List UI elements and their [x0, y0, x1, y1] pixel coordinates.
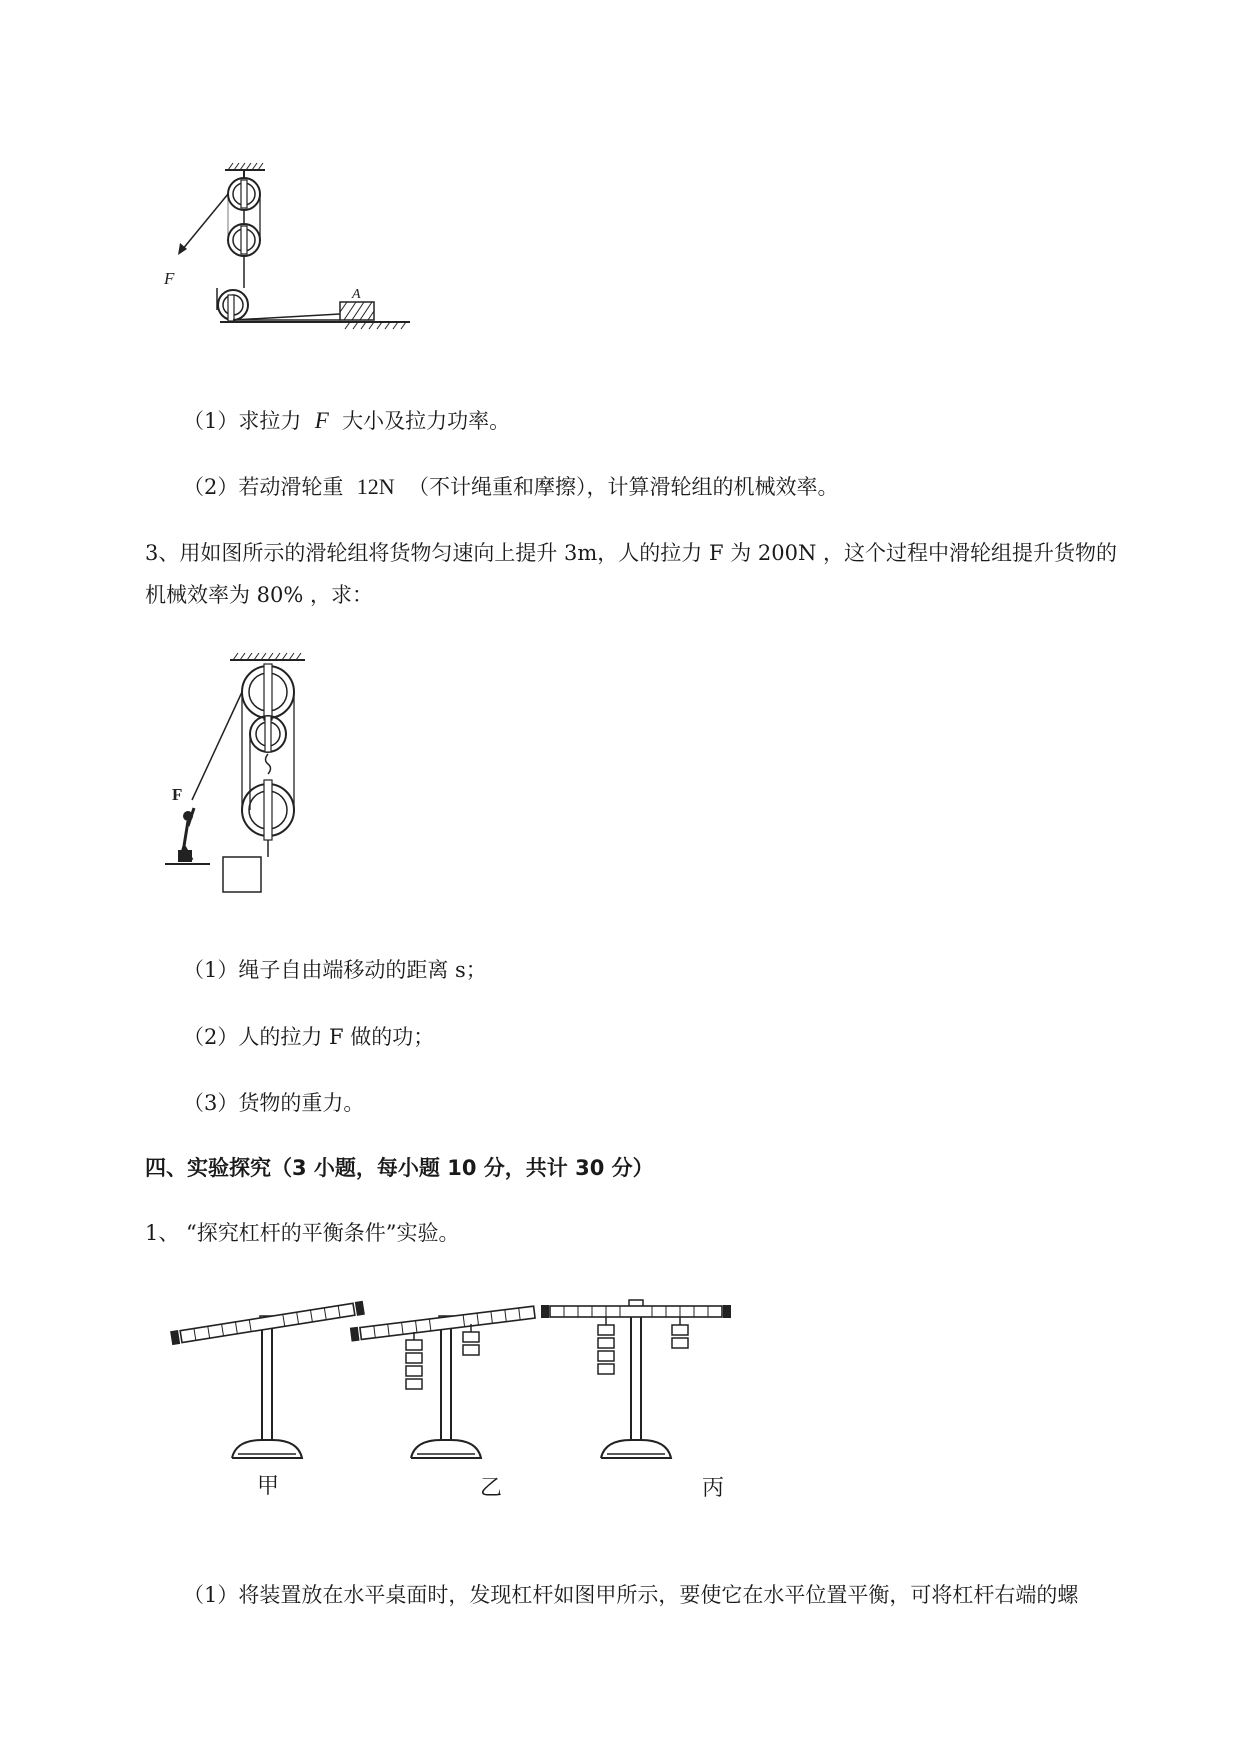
lever-yi	[350, 1305, 535, 1458]
force-label-f: F	[172, 785, 183, 804]
lever-jia	[170, 1301, 365, 1458]
force-label-f: F	[164, 269, 175, 288]
p3-line2: 机械效率为 80% ，求：	[145, 583, 374, 607]
p3-line1: 3、用如图所示的滑轮组将货物匀速向上提升 3m，人的拉力 F 为 200N ，这个过程中滑轮组提升货物的	[145, 541, 1118, 565]
lever-figures	[170, 1290, 820, 1490]
caption-jia: 甲	[257, 1474, 280, 1499]
p2-sub2-value: 12N	[356, 474, 395, 499]
p2-sub1-text-b: 大小及拉力功率。	[342, 409, 511, 433]
section-heading: 四、实验探究（3 小题，每小题 10 分，共计 30 分）	[145, 1156, 654, 1180]
exp1-title: 1、 “探究杠杆的平衡条件”实验。	[145, 1221, 460, 1245]
p2-sub1-text-a: 求拉力	[238, 409, 302, 433]
caption-yi: 乙	[480, 1476, 503, 1501]
pulley-person-figure	[170, 650, 320, 900]
p2-sub1-num: （1）	[183, 409, 239, 433]
p3-sub3: （3）货物的重力。	[183, 1091, 365, 1115]
p3-sub1: （1）绳子自由端移动的距离 s；	[183, 958, 487, 982]
lever-bing	[541, 1300, 731, 1458]
p2-sub2-text-a: 若动滑轮重	[238, 475, 344, 499]
p2-sub2-text-b: （不计绳重和摩擦），计算滑轮组的机械效率。	[407, 475, 839, 499]
p3-sub2: （2）人的拉力 F 做的功；	[183, 1025, 435, 1049]
exp1-sub1: （1）将装置放在水平桌面时，发现杠杆如图甲所示，要使它在水平位置平衡，可将杠杆右端的螺	[183, 1583, 1079, 1607]
caption-bing: 丙	[702, 1476, 725, 1501]
p2-sub1	[183, 406, 510, 436]
pulley-block-a-figure	[164, 160, 440, 365]
block-label-a: A	[352, 287, 361, 302]
p2-sub1-var: F	[314, 408, 329, 433]
p2-sub2	[183, 472, 838, 502]
p2-sub2-num: （2）	[183, 475, 239, 499]
